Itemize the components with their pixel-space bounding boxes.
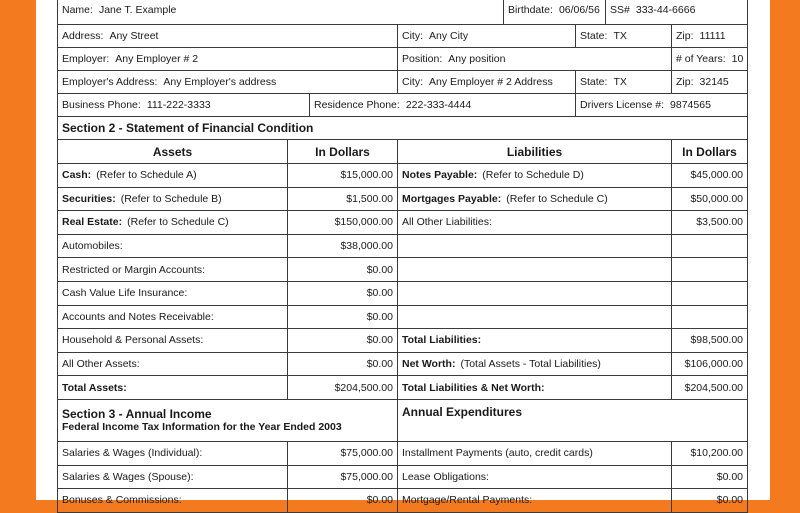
- asset-label-text: Restricted or Margin Accounts:: [62, 263, 205, 276]
- expenditure-label-cell: [398, 465, 672, 489]
- employer-zip-value: 32145: [699, 76, 729, 88]
- table-row: [58, 441, 748, 465]
- asset-label-bold: Real Estate:: [62, 216, 123, 229]
- liability-value: $98,500.00: [690, 334, 744, 347]
- liability-label-text: (Refer to Schedule D): [482, 169, 584, 182]
- asset-value-cell: [288, 281, 398, 305]
- income-value: $75,000.00: [340, 447, 393, 460]
- table-row: [58, 489, 748, 513]
- asset-value: $150,000.00: [334, 216, 393, 229]
- employer-cell: Employer: Any Employer # 2: [58, 48, 398, 71]
- assets-dollars-header: In Dollars: [288, 140, 398, 164]
- liabilities-header: Liabilities: [398, 140, 672, 164]
- liability-value-cell: [672, 352, 748, 376]
- employer-zip-cell: Zip: 32145: [672, 71, 748, 94]
- annual-expenditures-title: Annual Expenditures: [398, 399, 748, 441]
- liability-value-cell: [672, 376, 748, 400]
- ss-value: 333-44-6666: [635, 3, 696, 16]
- years-value: 10: [731, 53, 744, 65]
- section2-title: Section 2 - Statement of Financial Condition: [58, 117, 748, 140]
- liability-label-cell: [398, 305, 672, 329]
- expenditure-label: Installment Payments (auto, credit cards): [402, 447, 593, 460]
- income-label-cell: [58, 489, 288, 513]
- personal-row-1: [58, 0, 748, 25]
- asset-value-cell: [288, 329, 398, 353]
- asset-label-cell: [58, 211, 288, 235]
- asset-value-cell: [288, 164, 398, 188]
- table-row: [58, 211, 748, 235]
- asset-value-cell: [288, 187, 398, 211]
- table-row: [58, 258, 748, 282]
- asset-label-bold: Securities:: [62, 192, 116, 205]
- position-cell: Position: Any position: [398, 48, 672, 71]
- liability-value: $50,000.00: [690, 192, 744, 205]
- city-value: Any City: [429, 30, 469, 42]
- liability-value-cell: [672, 211, 748, 235]
- liability-label-text: (Refer to Schedule C): [506, 192, 608, 205]
- income-label-cell: [58, 465, 288, 489]
- income-label-cell: [58, 441, 288, 465]
- asset-value: $0.00: [366, 310, 393, 323]
- section3-title-cell: [58, 399, 398, 441]
- asset-value-cell: [288, 211, 398, 235]
- employer-state-value: TX: [613, 76, 627, 88]
- license-value: 9874565: [670, 99, 711, 111]
- table-row: [58, 329, 748, 353]
- income-value-cell: [288, 441, 398, 465]
- table-row: [58, 352, 748, 376]
- section2-title-row: [58, 117, 748, 140]
- liability-label-cell: [398, 187, 672, 211]
- liability-label-text: All Other Liabilities:: [402, 216, 492, 229]
- table-row: [58, 376, 748, 400]
- residence-phone-cell: Residence Phone: 222-333-4444: [310, 94, 576, 117]
- liability-label-cell: [398, 164, 672, 188]
- asset-label-text: Cash Value Life Insurance:: [62, 287, 188, 300]
- residence-phone-value: 222-333-4444: [405, 99, 472, 111]
- asset-value: $0.00: [366, 358, 393, 371]
- personal-row-5: [58, 94, 748, 117]
- liability-value-cell: [672, 164, 748, 188]
- ss-cell: SS# 333-44-6666: [606, 0, 748, 25]
- expenditure-label: Lease Obligations:: [402, 470, 489, 483]
- zip-cell: Zip: 11111: [672, 25, 748, 48]
- employer-address-cell: Employer's Address: Any Employer's address: [58, 71, 398, 94]
- liability-value-cell: [672, 329, 748, 353]
- financial-statement-form: [57, 0, 748, 513]
- asset-label-text: Household & Personal Assets:: [62, 334, 204, 347]
- income-label: Salaries & Wages (Spouse):: [62, 470, 194, 483]
- table-row: [58, 281, 748, 305]
- liability-label-bold: Total Liabilities & Net Worth:: [402, 381, 545, 394]
- asset-label-bold: Cash:: [62, 169, 92, 182]
- employer-address-value: Any Employer's address: [163, 76, 277, 88]
- personal-row-4: [58, 71, 748, 94]
- liability-value-cell: [672, 305, 748, 329]
- state-cell: State: TX: [576, 25, 672, 48]
- personal-row-3: [58, 48, 748, 71]
- asset-label-cell: [58, 376, 288, 400]
- employer-city-value: Any Employer # 2 Address: [429, 76, 553, 88]
- years-cell: # of Years: 10: [672, 48, 748, 71]
- liability-label-text: (Total Assets - Total Liabilities): [460, 358, 601, 371]
- expenditure-value: $10,200.00: [690, 447, 744, 460]
- city-cell: City: Any City: [398, 25, 576, 48]
- section3-rows: [58, 441, 748, 512]
- asset-label-text: Automobiles:: [62, 240, 123, 253]
- expenditure-label: Mortgage/Rental Payments:: [402, 494, 533, 507]
- expenditure-value-cell: [672, 441, 748, 465]
- asset-label-cell: [58, 329, 288, 353]
- asset-label-cell: [58, 352, 288, 376]
- employer-value: Any Employer # 2: [115, 53, 199, 65]
- section2-header-row: [58, 140, 748, 164]
- birthdate-value: 06/06/56: [558, 3, 600, 16]
- assets-header: Assets: [58, 140, 288, 164]
- liability-label-bold: Total Liabilities:: [402, 334, 482, 347]
- liability-value-cell: [672, 258, 748, 282]
- employer-city-cell: City: Any Employer # 2 Address: [398, 71, 576, 94]
- section3-subtitle: Federal Income Tax Information for the Year Ended 2003: [62, 421, 342, 434]
- asset-label-cell: [58, 234, 288, 258]
- asset-label-text: (Refer to Schedule A): [96, 169, 197, 182]
- name-cell: Name: Jane T. Example: [58, 0, 504, 25]
- asset-label-text: Accounts and Notes Receivable:: [62, 310, 214, 323]
- asset-value: $15,000.00: [340, 169, 393, 182]
- name-value: Jane T. Example: [98, 3, 177, 16]
- asset-value-cell: [288, 352, 398, 376]
- liability-value: $3,500.00: [696, 216, 744, 229]
- liability-label-cell: [398, 376, 672, 400]
- asset-value: $0.00: [366, 263, 393, 276]
- asset-value: $38,000.00: [340, 240, 393, 253]
- license-cell: Drivers License #: 9874565: [576, 94, 748, 117]
- liability-value-cell: [672, 281, 748, 305]
- position-value: Any position: [448, 53, 506, 65]
- form-page: [36, 0, 770, 507]
- liabilities-dollars-header: In Dollars: [672, 140, 748, 164]
- income-label: Salaries & Wages (Individual):: [62, 447, 203, 460]
- asset-value-cell: [288, 305, 398, 329]
- section2-rows: [58, 164, 748, 400]
- address-value: Any Street: [109, 30, 159, 42]
- liability-label-cell: [398, 234, 672, 258]
- asset-label-text: All Other Assets:: [62, 358, 140, 371]
- liability-label-bold: Net Worth:: [402, 358, 456, 371]
- asset-label-cell: [58, 258, 288, 282]
- section3-title: Section 3 - Annual Income: [62, 407, 212, 422]
- liability-label-cell: [398, 211, 672, 235]
- table-row: [58, 187, 748, 211]
- asset-label-text: (Refer to Schedule C): [127, 216, 229, 229]
- liability-value: $45,000.00: [690, 169, 744, 182]
- asset-label-cell: [58, 187, 288, 211]
- asset-label-cell: [58, 305, 288, 329]
- asset-value-cell: [288, 376, 398, 400]
- state-value: TX: [613, 30, 627, 42]
- income-value: $0.00: [366, 494, 393, 507]
- table-row: [58, 305, 748, 329]
- liability-value-cell: [672, 234, 748, 258]
- expenditure-label-cell: [398, 441, 672, 465]
- liability-label-cell: [398, 329, 672, 353]
- asset-value-cell: [288, 258, 398, 282]
- liability-value: $106,000.00: [684, 358, 744, 371]
- address-cell: Address: Any Street: [58, 25, 398, 48]
- asset-label-cell: [58, 164, 288, 188]
- section3-title-row: [58, 399, 748, 441]
- personal-row-2: [58, 25, 748, 48]
- liability-label-bold: Mortgages Payable:: [402, 192, 502, 205]
- asset-value-cell: [288, 234, 398, 258]
- business-phone-value: 111-222-3333: [146, 99, 211, 111]
- birthdate-cell: Birthdate: 06/06/56: [504, 0, 606, 25]
- asset-label-text: (Refer to Schedule B): [120, 192, 222, 205]
- expenditure-value-cell: [672, 489, 748, 513]
- expenditure-value: $0.00: [716, 494, 744, 507]
- expenditure-value: $0.00: [716, 470, 744, 483]
- liability-value-cell: [672, 187, 748, 211]
- expenditure-value-cell: [672, 465, 748, 489]
- income-value-cell: [288, 465, 398, 489]
- asset-value: $1,500.00: [346, 192, 393, 205]
- business-phone-cell: Business Phone: 111-222-3333: [58, 94, 310, 117]
- asset-value: $204,500.00: [334, 381, 393, 394]
- table-row: [58, 234, 748, 258]
- income-value-cell: [288, 489, 398, 513]
- asset-value: $0.00: [366, 334, 393, 347]
- asset-value: $0.00: [366, 287, 393, 300]
- income-label: Bonuses & Commissions:: [62, 494, 182, 507]
- zip-value: 11111: [699, 30, 726, 42]
- liability-label-bold: Notes Payable:: [402, 169, 478, 182]
- asset-label-bold: Total Assets:: [62, 381, 127, 394]
- employer-state-cell: State: TX: [576, 71, 672, 94]
- table-row: [58, 164, 748, 188]
- liability-value: $204,500.00: [684, 381, 744, 394]
- table-row: [58, 465, 748, 489]
- expenditure-label-cell: [398, 489, 672, 513]
- liability-label-cell: [398, 352, 672, 376]
- asset-label-cell: [58, 281, 288, 305]
- income-value: $75,000.00: [340, 470, 393, 483]
- liability-label-cell: [398, 281, 672, 305]
- liability-label-cell: [398, 258, 672, 282]
